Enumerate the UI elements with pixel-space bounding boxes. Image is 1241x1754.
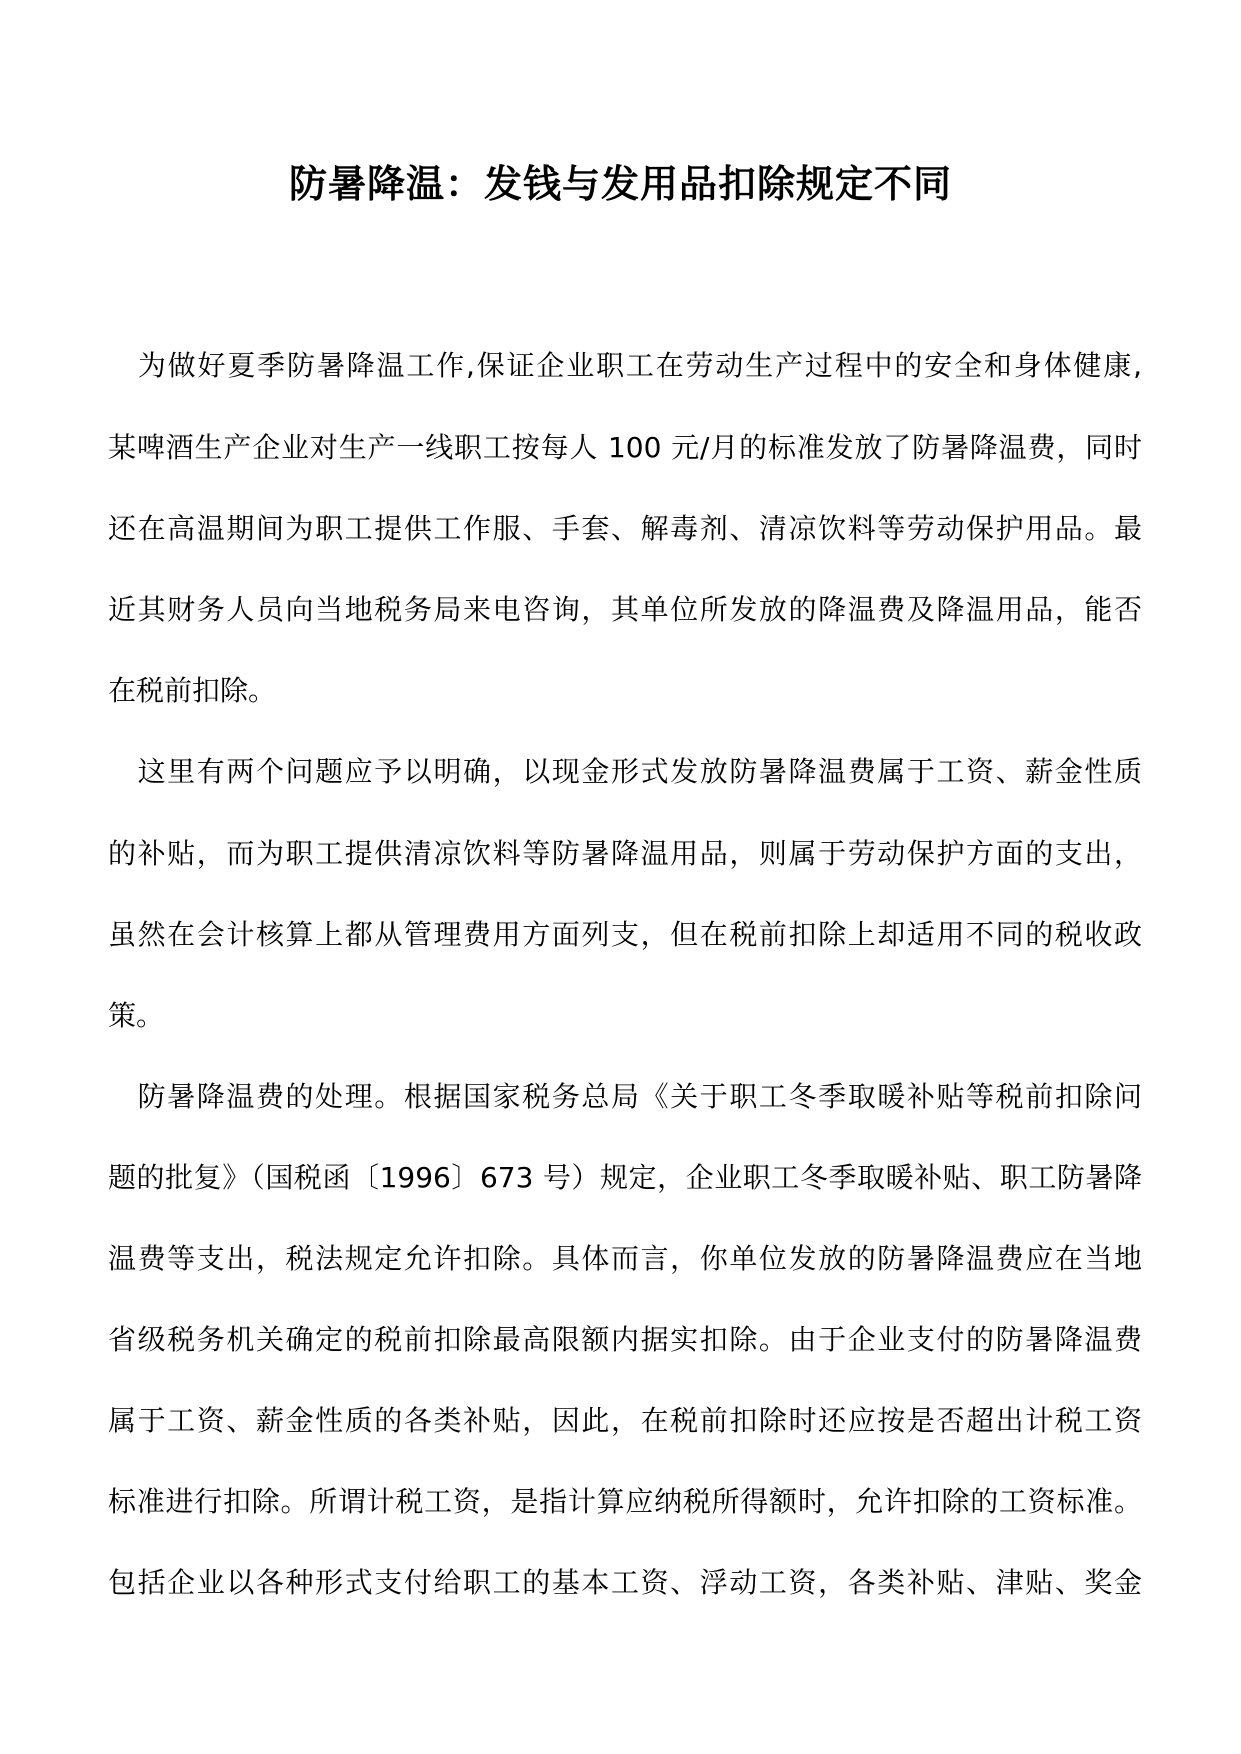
- body-line: 防暑降温费的处理。根据国家税务总局《关于职工冬季取暖补贴等税前扣除问: [108, 1080, 1142, 1113]
- body-line: 省级税务机关确定的税前扣除最高限额内据实扣除。由于企业支付的防暑降温费: [108, 1323, 1142, 1356]
- document-title: 防暑降温：发钱与发用品扣除规定不同: [288, 162, 952, 206]
- body-line: 题的批复》（国税函〔1996〕673 号）规定，企业职工冬季取暖补贴、职工防暑降: [108, 1161, 1142, 1194]
- body-line: 属于工资、薪金性质的各类补贴，因此，在税前扣除时还应按是否超出计税工资: [108, 1404, 1142, 1437]
- body-line: 这里有两个问题应予以明确，以现金形式发放防暑降温费属于工资、薪金性质: [108, 755, 1142, 788]
- body-line: 温费等支出，税法规定允许扣除。具体而言，你单位发放的防暑降温费应在当地: [108, 1242, 1142, 1275]
- body-line: 近其财务人员向当地税务局来电咨询，其单位所发放的降温费及降温用品，能否: [108, 593, 1142, 626]
- body-line: 在税前扣除。: [108, 674, 277, 707]
- body-line: 为做好夏季防暑降温工作,保证企业职工在劳动生产过程中的安全和身体健康,: [108, 349, 1142, 382]
- body-line: 策。: [108, 999, 165, 1032]
- body-line: 的补贴，而为职工提供清凉饮料等防暑降温用品，则属于劳动保护方面的支出，: [108, 837, 1142, 870]
- body-line: 虽然在会计核算上都从管理费用方面列支，但在税前扣除上却适用不同的税收政: [108, 918, 1142, 951]
- body-line: 某啤酒生产企业对生产一线职工按每人 100 元/月的标准发放了防暑降温费，同时: [108, 431, 1142, 464]
- body-line: 标准进行扣除。所谓计税工资，是指计算应纳税所得额时，允许扣除的工资标准。: [108, 1485, 1142, 1518]
- body-line: 包括企业以各种形式支付给职工的基本工资、浮动工资，各类补贴、津贴、奖金: [108, 1566, 1142, 1599]
- body-line: 还在高温期间为职工提供工作服、手套、解毒剂、清凉饮料等劳动保护用品。最: [108, 512, 1142, 545]
